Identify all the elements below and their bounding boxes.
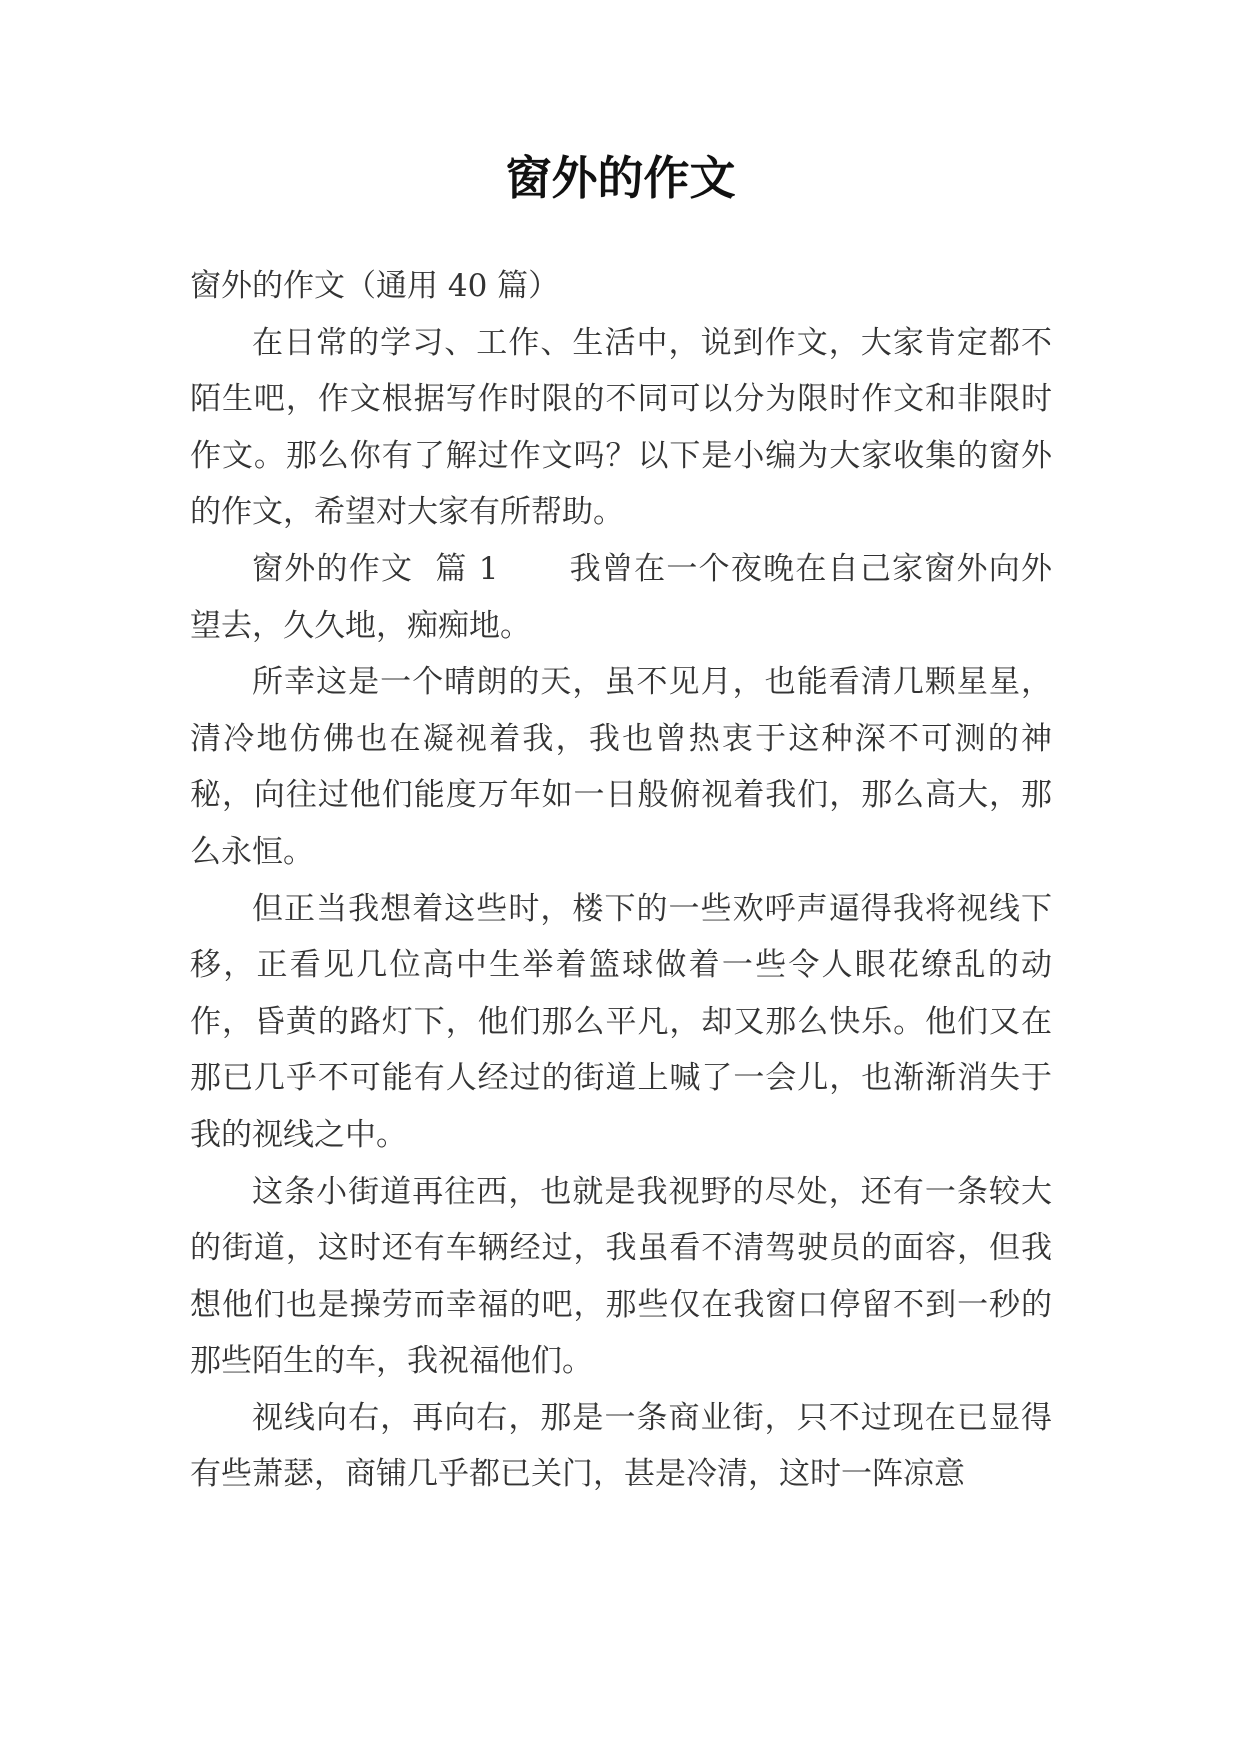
paragraph-4: 这条小街道再往西，也就是我视野的尽处，还有一条较大的街道，这时还有车辆经过，我虽看不清驾驶员的面容，但我想他们也是操劳而幸福的吧，那些仅在我窗口停留不到一秒的那些陌生的车，我祝福他们。: [190, 1173, 1052, 1380]
document-body: [190, 258, 1052, 1503]
section-heading: 窗外的作文 篇 1: [252, 550, 499, 587]
paragraph-1: 我曾在一个夜晚在自己家窗外向外望去，久久地，痴痴地。: [190, 550, 1053, 644]
section-1-paragraph: [190, 541, 1052, 654]
document-title: 窗外的作文: [505, 151, 736, 205]
paragraph-5: 视线向右，再向右，那是一条商业街，只不过现在已显得有些萧瑟，商铺几乎都已关门，甚是冷清，这时一阵凉意: [190, 1399, 1052, 1493]
intro-paragraph: 在日常的学习、工作、生活中，说到作文，大家肯定都不陌生吧，作文根据写作时限的不同可以分为限时作文和非限时作文。那么你有了解过作文吗？以下是小编为大家收集的窗外的作文，希望对大家有所帮助。: [190, 324, 1052, 531]
document-subtitle: 窗外的作文（通用 40 篇）: [190, 268, 560, 304]
paragraph-3: 但正当我想着这些时，楼下的一些欢呼声逼得我将视线下移，正看见几位高中生举着篮球做着一些令人眼花缭乱的动作，昏黄的路灯下，他们那么平凡，却又那么快乐。他们又在那已几乎不可能有人经过的街道上喊了一会儿，也渐渐消失于我的视线之中。: [190, 890, 1052, 1153]
paragraph-2: 所幸这是一个晴朗的天，虽不见月，也能看清几颗星星，清冷地仿佛也在凝视着我，我也曾热衷于这种深不可测的神秘，向往过他们能度万年如一日般俯视着我们，那么高大，那么永恒。: [190, 664, 1052, 870]
